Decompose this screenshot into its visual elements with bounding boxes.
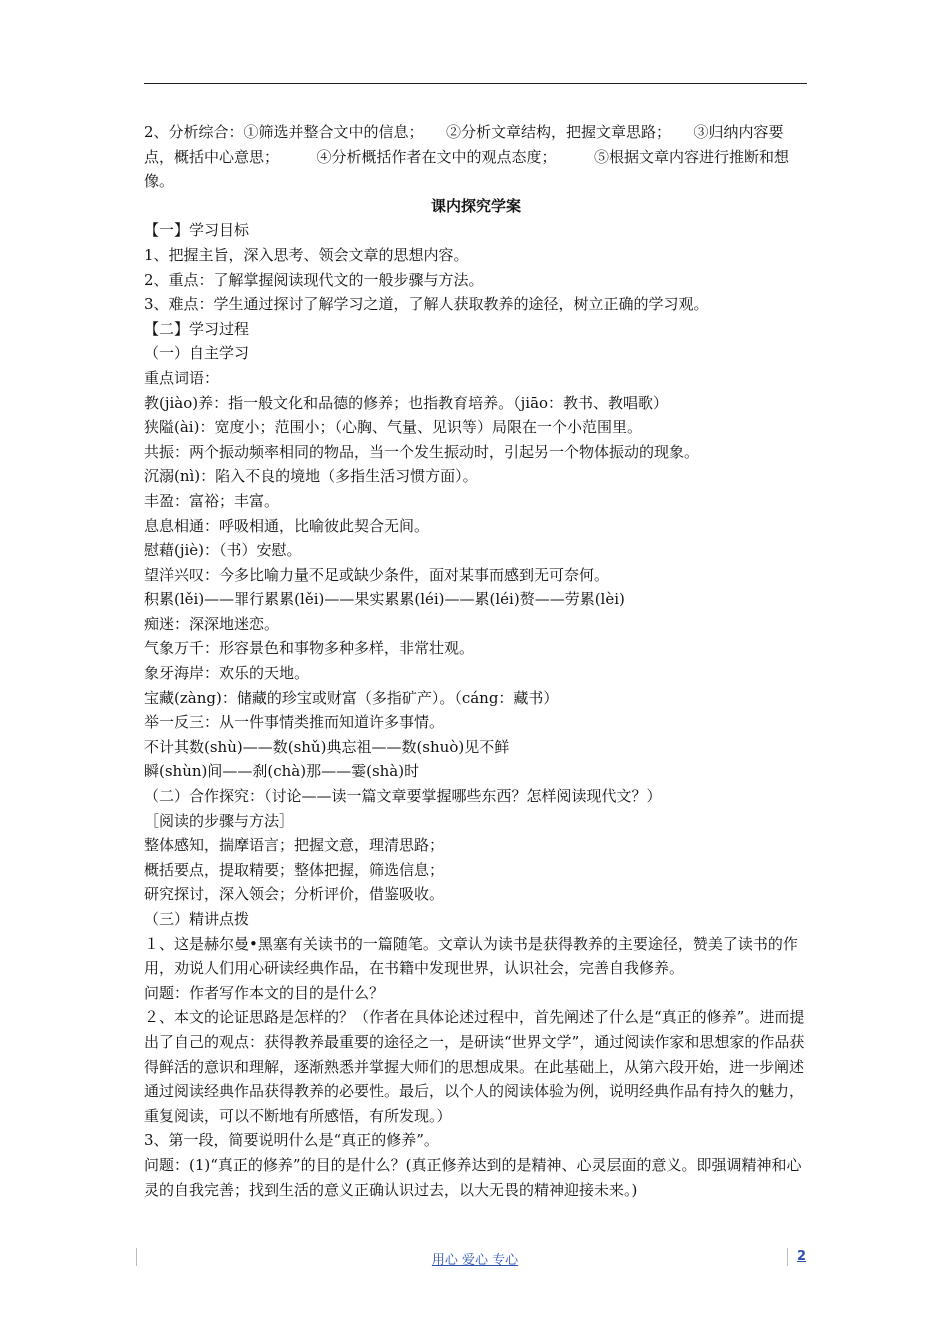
paragraph: 象牙海岸：欢乐的天地。: [144, 664, 310, 683]
paragraph: 沉溺(nì)：陷入不良的境地（多指生活习惯方面）。: [144, 467, 478, 486]
paragraph: 教(jiào)养：指一般文化和品德的修养；也指教育培养。（jiāo：教书、教唱歌）: [144, 393, 669, 412]
paragraph: 望洋兴叹：今多比喻力量不足或缺少条件，面对某事而感到无可奈何。: [144, 565, 610, 584]
paragraph: 整体感知，揣摩语言；把握文意，理清思路；: [144, 836, 445, 855]
paragraph: 慰藉(jiè)：（书）安慰。: [144, 541, 302, 560]
paragraph: 2、重点：了解掌握阅读现代文的一般步骤与方法。: [144, 270, 484, 289]
paragraph: 问题：作者写作本文的目的是什么？: [144, 983, 385, 1002]
paragraph: 息息相通：呼吸相通，比喻彼此契合无间。: [144, 516, 430, 535]
paragraph: （一）自主学习: [144, 344, 250, 363]
footer-slogan: 用心 爱心 专心: [431, 1253, 519, 1268]
paragraph: 研究探讨，深入领会；分析评价，借鉴吸收。: [144, 885, 445, 904]
paragraph: 问题：(1)“真正的修养”的目的是什么？(真正修养达到的是精神、心灵层面的意义。即强调精神和心灵的自我完善；找到生活的意义正确认识过去，以大无畏的精神迎接未来。): [144, 1155, 802, 1199]
paragraph: 宝藏(zàng)：储藏的珍宝或财富（多指矿产）。（cáng：藏书）: [144, 688, 559, 707]
paragraph: 重点词语：: [144, 368, 220, 387]
footer-right-divider: [787, 1248, 788, 1266]
header-rule: [144, 83, 807, 84]
section-title: 课内探究学案: [430, 196, 521, 215]
paragraph: ２、本文的论证思路是怎样的？（作者在具体论述过程中，首先阐述了什么是“真正的修养”。进而提出了自己的观点：获得教养最重要的途径之一，是研读“世界文学”，通过阅读作家和思想家的作品获得鲜活的意识和理解，逐渐熟悉并掌握大师们的思想成果。在此基础上，从第六段开始，进一步阐述通过阅读经典作品获得教养的必要性。最后，以个人的阅读体验为例，说明经典作品有持久的魅力，重复阅读，可以不断地有所感悟，有所发现。）: [144, 1008, 805, 1125]
paragraph: 3、难点：学生通过探讨了解学习之道，了解人获取教养的途径，树立正确的学习观。: [144, 295, 709, 314]
paragraph: 狭隘(ài)：宽度小；范围小；（心胸、气量、见识等）局限在一个小范围里。: [144, 418, 642, 437]
page-number: 2: [797, 1249, 807, 1264]
paragraph: １、这是赫尔曼•黑塞有关读书的一篇随笔。文章认为读书是获得教养的主要途径，赞美了读书的作用，劝说人们用心研读经典作品，在书籍中发现世界，认识社会，完善自我修养。: [144, 934, 798, 978]
paragraph: 举一反三：从一件事情类推而知道许多事情。: [144, 713, 445, 732]
paragraph: （二）合作探究：（讨论——读一篇文章要掌握哪些东西？怎样阅读现代文？）: [144, 787, 662, 806]
paragraph: （三）精讲点拨: [144, 910, 250, 928]
paragraph: 气象万千：形容景色和事物多种多样，非常壮观。: [144, 639, 475, 658]
paragraph: 痴迷：深深地迷恋。: [144, 614, 280, 633]
paragraph: 3、第一段，简要说明什么是“真正的修养”。: [144, 1131, 439, 1150]
paragraph: 概括要点，提取精要；整体把握，筛选信息；: [144, 860, 445, 879]
paragraph: ［阅读的步骤与方法］: [144, 811, 295, 830]
document-body: [144, 120, 808, 1202]
paragraph: 积累(lěi)——罪行累累(lěi)——果实累累(léi)——累(léi)赘——劳累(lèi): [144, 590, 625, 609]
paragraph: 共振：两个振动频率相同的物品，当一个发生振动时，引起另一个物体振动的现象。: [144, 442, 700, 461]
paragraph: 【一】学习目标: [144, 221, 250, 240]
paragraph: 丰盈：富裕；丰富。: [144, 491, 280, 510]
paragraph: 不计其数(shù)——数(shǔ)典忘祖——数(shuò)见不鲜: [144, 737, 510, 756]
paragraph: 瞬(shùn)间——刹(chà)那——霎(shà)时: [144, 762, 420, 781]
paragraph: 1、把握主旨，深入思考、领会文章的思想内容。: [144, 245, 469, 264]
paragraph: 【二】学习过程: [144, 319, 250, 338]
paragraph: 2、分析综合：①筛选并整合文中的信息； ②分析文章结构，把握文章思路； ③归纳内容要点，概括中心意思； ④分析概括作者在文中的观点态度； ⑤根据文章内容进行推断和想像。: [144, 123, 790, 191]
